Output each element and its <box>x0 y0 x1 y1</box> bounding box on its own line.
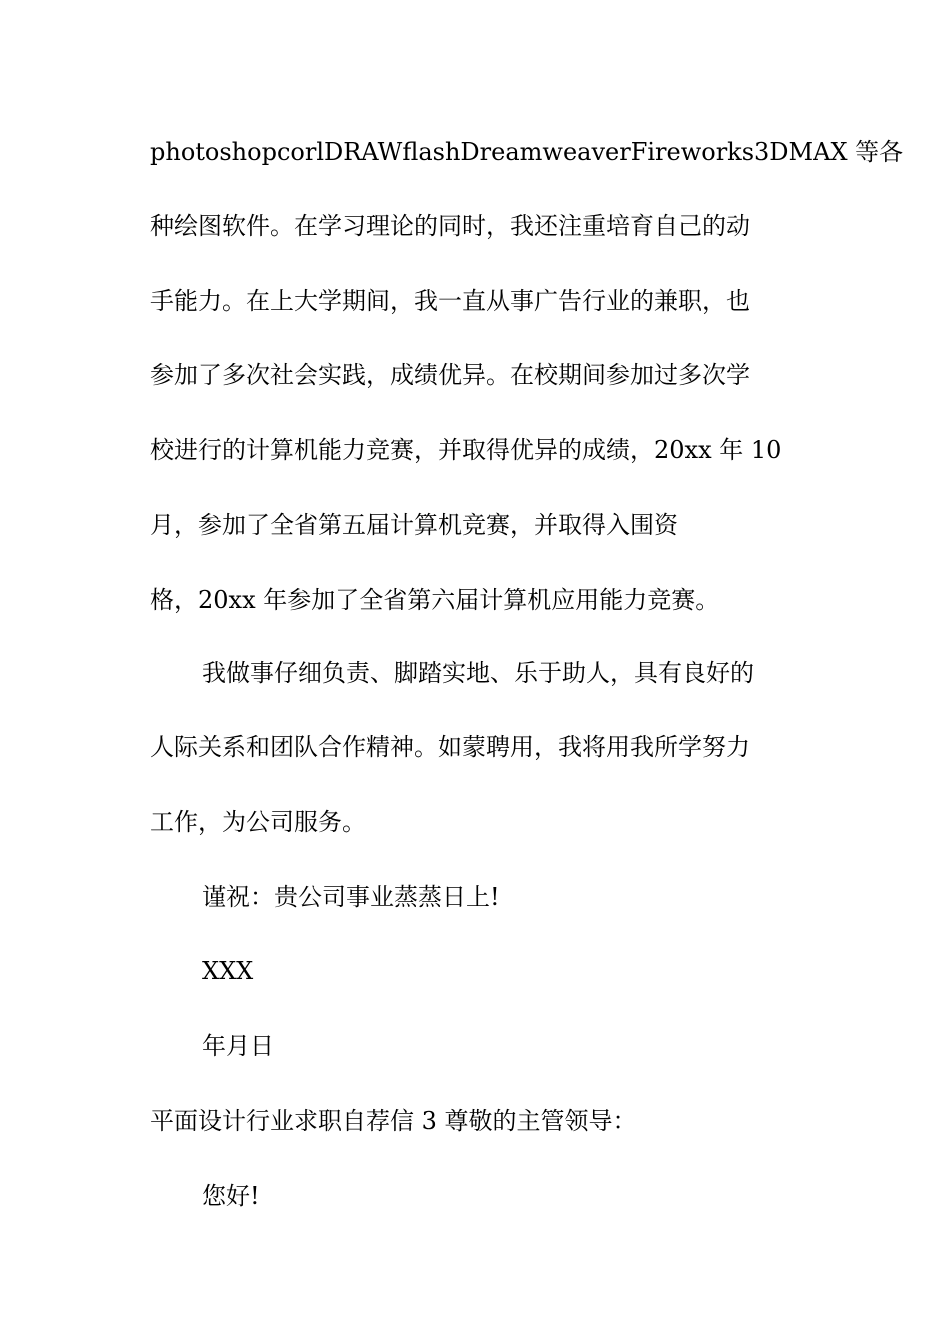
closing-wish: 谨祝：贵公司事业蒸蒸日上! <box>202 883 500 911</box>
signature-date: 年月日 <box>202 1032 274 1060</box>
paragraph-2-line-3: 工作，为公司服务。 <box>150 808 366 836</box>
body-line-2: 种绘图软件。在学习理论的同时，我还注重培育自己的动 <box>150 212 750 240</box>
body-line-6: 月，参加了全省第五届计算机竞赛，并取得入围资 <box>150 511 678 539</box>
body-line-4: 参加了多次社会实践，成绩优异。在校期间参加过多次学 <box>150 361 750 389</box>
paragraph-2-line-2: 人际关系和团队合作精神。如蒙聘用，我将用我所学努力 <box>150 733 750 761</box>
greeting: 您好! <box>202 1182 260 1210</box>
body-line-1: photoshopcorlDRAWflashDreamweaverFireworks3DMAX 等各 <box>150 138 904 166</box>
body-line-3: 手能力。在上大学期间，我一直从事广告行业的兼职，也 <box>150 287 750 315</box>
signature-name: XXX <box>202 957 254 985</box>
body-line-7: 格，20xx 年参加了全省第六届计算机应用能力竞赛。 <box>150 586 720 614</box>
paragraph-2-line-1: 我做事仔细负责、脚踏实地、乐于助人，具有良好的 <box>202 659 754 687</box>
next-letter-title: 平面设计行业求职自荐信 3 尊敬的主管领导： <box>150 1107 637 1135</box>
body-line-5: 校进行的计算机能力竞赛，并取得优异的成绩，20xx 年 10 <box>150 436 782 464</box>
